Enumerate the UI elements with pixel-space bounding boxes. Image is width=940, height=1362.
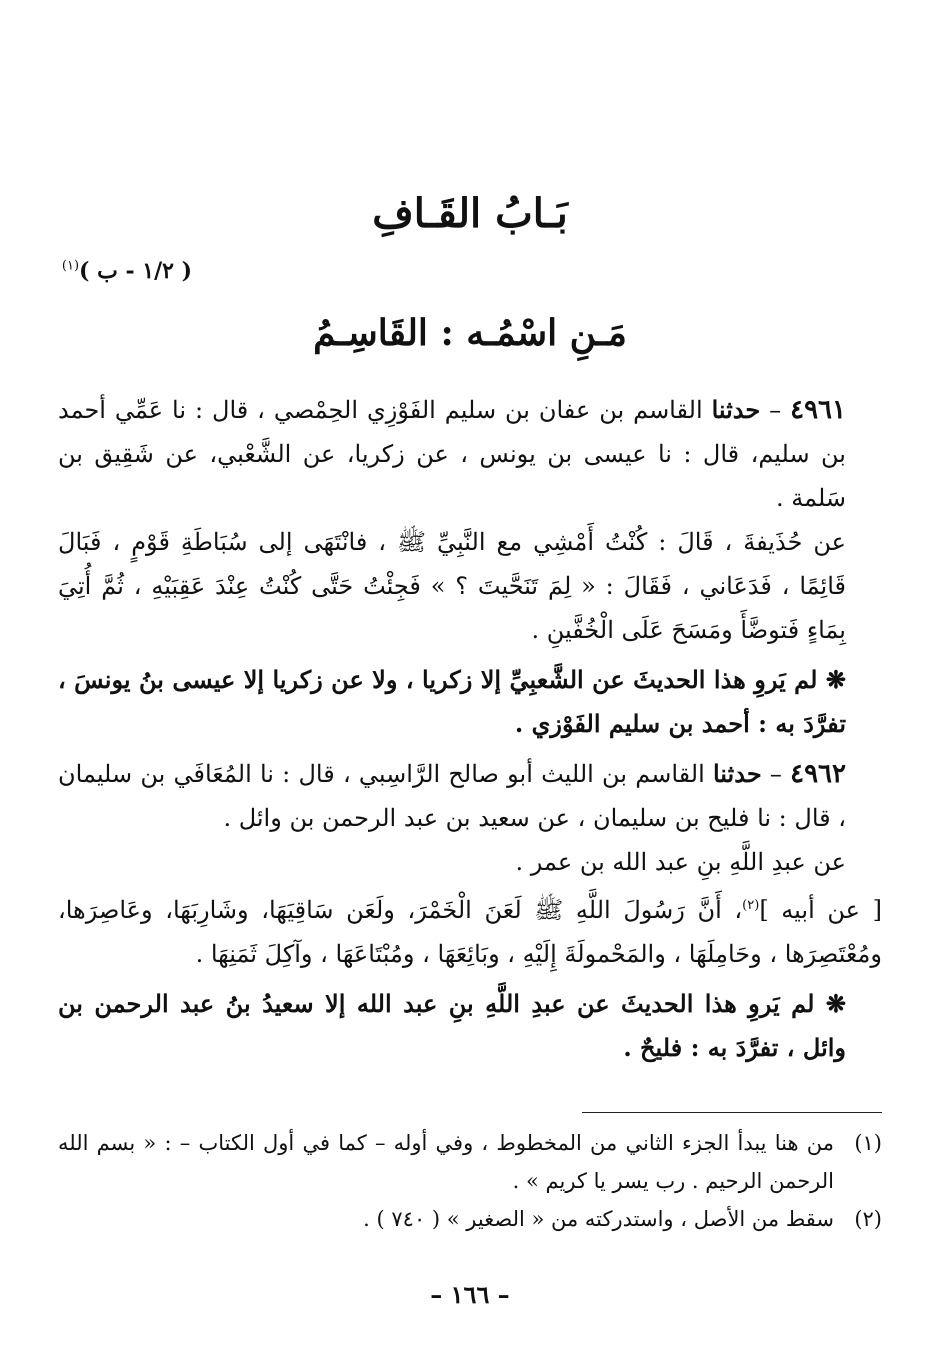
section-title: مَـنِ اسْمُـه : القَاسِـمُ (313, 312, 627, 354)
page-number: – ١٦٦ – (430, 1280, 510, 1309)
matn-bracket-insert: [ عن أبيه ] (759, 896, 882, 924)
footnote-text: سقط من الأصل ، واستدركته من « الصغير » ( ٧٤٠ ) . (363, 1207, 834, 1231)
hadith-lead: حدثنا (712, 759, 762, 788)
hadith-4962-matn (58, 884, 882, 976)
chapter-title: بَـابُ القَـافِ (372, 190, 568, 237)
footnote-2 (58, 1200, 882, 1238)
manuscript-folio: ( ١/٢ - ب ) (79, 258, 192, 284)
manuscript-reference (62, 258, 192, 284)
footnote-number: (٢) (854, 1207, 882, 1231)
hadith-dash: – (769, 760, 782, 788)
matn-text: ، أَنَّ رَسُولَ اللَّهِ ﷺ لَعَنَ الْخَمْرَ، ولَعَن سَاقِيَهَا، وشَارِبَهَا، وعَاصِرَها، ومُعْتَصِرَها ، وحَامِلَهَا ، والمَحْمولَةَ إِلَيْهِ ، وبَائِعَهَا ، ومُبْتَاعَهَا ، وآكِلَ ثَمَنِهَا . (58, 896, 882, 968)
footnote-text: من هنا يبدأ الجزء الثاني من المخطوط ، وفي أوله – كما في أول الكتاب – : « بسم الله الرحمن الرحيم . رب يسر يا كريم » . (58, 1131, 834, 1193)
footnote-separator (582, 1112, 882, 1113)
hadith-4961-comment: ❋ لم يَروِ هذا الحديثَ عن الشَّعبِيِّ إلا زكريا ، ولا عن زكريا إلا عيسى بنُ يونسَ ، تفرَّدَ به : أحمد بن سليم الفَوْزي . (58, 665, 846, 738)
hadith-isnad-text: القاسم بن الليث أبو صالح الرَّاسِبي ، قال : نا المُعَافَي بن سليمان ، قال : نا فليح بن سليمان ، عن سعيد بن عبد الرحمن بن وائل . (58, 760, 846, 832)
footnotes (58, 1124, 882, 1238)
hadith-dash: – (769, 396, 782, 424)
hadith-number: ٤٩٦٢ (790, 759, 846, 789)
footnote-1 (58, 1124, 882, 1200)
main-text (58, 388, 882, 1070)
hadith-4962-isnad (58, 752, 882, 840)
hadith-number: ٤٩٦١ (790, 395, 846, 425)
hadith-4961-isnad (58, 388, 882, 520)
footnote-marker-2: (٢) (742, 898, 760, 913)
hadith-4962-comment: ❋ لم يَروِ هذا الحديثَ عن عبدِ اللَّهِ بنِ عبد الله إلا سعيدُ بنُ عبد الرحمن بن وائل ، تفرَّدَ به : فليحٌ . (58, 989, 846, 1062)
hadith-lead: حدثنا (711, 395, 761, 424)
hadith-isnad-text: القاسم بن عفان بن سليم الفَوْزِي الحِمْصي ، قال : نا عَمِّي أحمد بن سليم، قال : نا عيسى بن يونس ، عن زكريا، عن الشَّعْبي، عن شَقِيق بن سَلمة . (58, 396, 846, 512)
hadith-4962-isnad-continued: عن عبدِ اللَّهِ بنِ عبد الله بن عمر . (515, 848, 846, 876)
footnote-number: (١) (854, 1131, 882, 1155)
footnote-marker-1: (١) (61, 258, 80, 274)
hadith-4961-matn: عن حُذَيفةَ ، قَالَ : كُنْتُ أَمْشِي مع النَّبِيِّ ﷺ ، فانْتَهَى إلى سُبَاطَةِ قَوْمٍ ، فَبَالَ قَائِمًا ، فَدَعَاني ، فَقَالَ : « لِمَ تَنَحَّيتَ ؟ » فَجِئْتُ حَتَّى كُنْتُ عِنْدَ عَقِبَيْهِ ، ثُمَّ أُتِيَ بِمَاءٍ فَتوضَّأَ ومَسَحَ عَلَى الْخُفَّينِ . (58, 528, 846, 644)
